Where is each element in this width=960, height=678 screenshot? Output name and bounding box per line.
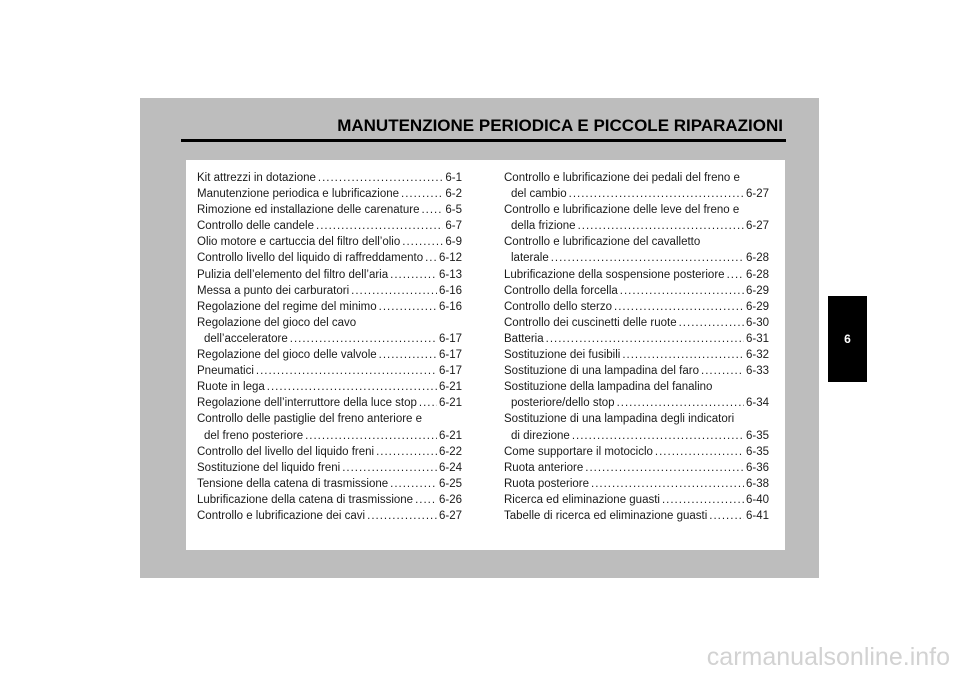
dot-leader	[351, 283, 437, 299]
dot-leader	[585, 460, 744, 476]
toc-page-number: 6-32	[745, 349, 769, 362]
toc-entry[interactable]	[197, 170, 462, 186]
toc-entry-line	[504, 315, 769, 331]
toc-entry-line	[197, 476, 462, 492]
toc-entry-line	[197, 444, 462, 460]
toc-entry-text: laterale	[511, 252, 549, 265]
toc-entry[interactable]	[504, 492, 769, 508]
dot-leader	[578, 218, 744, 234]
toc-entry-text: di direzione	[511, 429, 570, 442]
toc-entry[interactable]	[197, 395, 462, 411]
toc-page-number: 6-24	[438, 461, 462, 474]
toc-entry-text: Controllo e lubrificazione delle leve del freno e	[504, 204, 740, 217]
toc-entry-line	[197, 363, 462, 379]
toc-left-column	[197, 170, 462, 524]
toc-entry[interactable]	[504, 202, 769, 234]
toc-entry-text: del freno posteriore	[204, 429, 304, 442]
toc-entry-line	[504, 299, 769, 315]
dot-leader	[342, 460, 437, 476]
dot-leader	[290, 331, 437, 347]
toc-entry-text: Manutenzione periodica e lubrificazione	[197, 188, 400, 201]
toc-entry-line	[197, 508, 462, 524]
toc-entry-text: Sostituzione della lampadina del fanalino	[504, 381, 713, 394]
dot-leader	[614, 299, 744, 315]
toc-entry[interactable]	[197, 267, 462, 283]
toc-page-number: 6-7	[445, 220, 462, 233]
toc-page-number: 6-13	[438, 268, 462, 281]
toc-page-number: 6-36	[745, 461, 769, 474]
toc-entry-text: Ricerca ed eliminazione guasti	[504, 493, 660, 506]
toc-entry-text: Regolazione del gioco delle valvole	[197, 349, 377, 362]
toc-entry-text: Controllo delle candele	[197, 220, 314, 233]
toc-entry-line	[197, 460, 462, 476]
dot-leader	[727, 267, 744, 283]
toc-entry-line	[197, 267, 462, 283]
toc-entry-line	[504, 283, 769, 299]
toc-entry[interactable]	[504, 267, 769, 283]
toc-entry-line	[197, 170, 462, 186]
dot-leader	[620, 283, 744, 299]
toc-entry-text: Pneumatici	[197, 365, 254, 378]
toc-entry[interactable]	[197, 379, 462, 395]
toc-entry-text: Sostituzione di una lampadina degli indicatori	[504, 413, 735, 426]
toc-page-number: 6-9	[445, 236, 462, 249]
dot-leader	[419, 395, 437, 411]
toc-entry[interactable]	[197, 347, 462, 363]
toc-entry[interactable]	[504, 363, 769, 379]
toc-entry-line	[504, 379, 769, 395]
dot-leader	[617, 395, 744, 411]
toc-entry-line	[197, 202, 462, 218]
toc-page-number: 6-1	[445, 172, 462, 184]
toc-entry-line	[504, 428, 769, 444]
toc-entry-text: Regolazione del gioco del cavo	[197, 316, 357, 329]
toc-entry-line	[197, 299, 462, 315]
toc-entry-text: della frizione	[511, 220, 576, 233]
chapter-tab[interactable]: 6	[828, 296, 867, 382]
toc-entry-text: Controllo dello sterzo	[504, 300, 613, 313]
toc-entry[interactable]	[197, 492, 462, 508]
dot-leader	[390, 267, 437, 283]
toc-page-number: 6-38	[745, 477, 769, 490]
dot-leader	[367, 508, 437, 524]
toc-entry-text: Controllo livello del liquido di raffreddamento	[197, 252, 424, 265]
toc-page-number: 6-34	[745, 397, 769, 410]
toc-entry-line	[197, 331, 462, 347]
toc-page-number: 6-17	[438, 365, 462, 378]
toc-entry-line	[504, 460, 769, 476]
dot-leader	[662, 492, 744, 508]
toc-page-number: 6-26	[438, 493, 462, 506]
toc-entry[interactable]	[197, 315, 462, 347]
toc-entry-line	[504, 411, 769, 427]
toc-entry-line	[197, 315, 462, 331]
toc-entry-line	[197, 283, 462, 299]
toc-entry-text: Controllo del livello del liquido freni	[197, 445, 375, 458]
toc-page-number: 6-40	[745, 493, 769, 506]
toc-entry[interactable]	[197, 476, 462, 492]
toc-page-number: 6-41	[745, 509, 769, 522]
toc-entry[interactable]	[504, 508, 769, 524]
toc-entry[interactable]	[504, 411, 769, 443]
toc-entry[interactable]	[197, 250, 462, 266]
dot-leader	[318, 170, 443, 186]
toc-entry-line	[197, 428, 462, 444]
toc-entry[interactable]	[504, 347, 769, 363]
toc-entry-line	[504, 395, 769, 411]
toc-page-number: 6-27	[745, 188, 769, 201]
toc-entry-line	[504, 234, 769, 250]
toc-entry-text: Controllo della forcella	[504, 284, 618, 297]
toc-entry[interactable]	[197, 411, 462, 443]
toc-entry-text: Sostituzione del liquido freni	[197, 461, 341, 474]
toc-entry-text: Ruota posteriore	[504, 477, 590, 490]
toc-entry[interactable]	[197, 299, 462, 315]
toc-entry-text: Kit attrezzi in dotazione	[197, 172, 316, 184]
watermark: carmanualsonline.info	[706, 643, 950, 671]
toc-entry-line	[504, 250, 769, 266]
toc-page-number: 6-35	[745, 429, 769, 442]
toc-entry[interactable]	[197, 508, 462, 524]
toc-entry-line	[504, 170, 769, 186]
toc-entry[interactable]	[197, 444, 462, 460]
toc-page-number: 6-22	[438, 445, 462, 458]
toc-entry-text: posteriore/dello stop	[511, 397, 615, 410]
toc-entry-text: Olio motore e cartuccia del filtro dell’olio	[197, 236, 401, 249]
toc-entry-text: Controllo delle pastiglie del freno anteriore e	[197, 413, 423, 426]
toc-page-number: 6-30	[745, 316, 769, 329]
toc-page-number: 6-27	[438, 509, 462, 522]
toc-entry-line	[197, 395, 462, 411]
toc-page-number: 6-17	[438, 349, 462, 362]
dot-leader	[379, 347, 437, 363]
dot-leader	[572, 428, 744, 444]
dot-leader	[316, 218, 443, 234]
dot-leader	[709, 508, 744, 524]
toc-entry-text: Ruota anteriore	[504, 461, 584, 474]
toc-entry-line	[197, 250, 462, 266]
toc-entry-text: Batteria	[504, 332, 544, 345]
toc-entry[interactable]	[504, 299, 769, 315]
toc-entry[interactable]	[197, 283, 462, 299]
toc-entry[interactable]	[197, 234, 462, 250]
toc-entry[interactable]	[504, 379, 769, 411]
dot-leader	[267, 379, 437, 395]
toc-entry-line	[504, 331, 769, 347]
toc-entry[interactable]	[197, 186, 462, 202]
dot-leader	[591, 476, 744, 492]
toc-entry-text: Pulizia dell’elemento del filtro dell’aria	[197, 268, 389, 281]
toc-entry[interactable]	[504, 283, 769, 299]
toc-entry-line	[197, 347, 462, 363]
toc-entry-line	[197, 411, 462, 427]
toc-entry-text: Sostituzione di una lampadina del faro	[504, 365, 699, 378]
dot-leader	[402, 234, 443, 250]
dot-leader	[376, 444, 437, 460]
toc-page-number: 6-33	[745, 365, 769, 378]
toc-entry[interactable]	[504, 444, 769, 460]
toc-entry-text: Sostituzione dei fusibili	[504, 349, 621, 362]
toc-page-number: 6-21	[438, 429, 462, 442]
dot-leader	[679, 315, 744, 331]
toc-page-number: 6-5	[445, 204, 462, 217]
toc-entry-line	[504, 508, 769, 524]
toc-page-number: 6-27	[745, 220, 769, 233]
dot-leader	[546, 331, 744, 347]
toc-entry-line	[504, 202, 769, 218]
toc-entry-text: Messa a punto dei carburatori	[197, 284, 350, 297]
toc-entry[interactable]	[197, 202, 462, 218]
title-rule	[181, 139, 786, 142]
toc-entry-text: Lubrificazione della catena di trasmissione	[197, 493, 414, 506]
toc-page-number: 6-25	[438, 477, 462, 490]
dot-leader	[569, 186, 744, 202]
dot-leader	[551, 250, 744, 266]
toc-page-number: 6-28	[745, 252, 769, 265]
toc-entry-text: Come supportare il motociclo	[504, 445, 653, 458]
toc-entry-line	[197, 218, 462, 234]
toc-page-number: 6-16	[438, 284, 462, 297]
dot-leader	[425, 250, 437, 266]
toc-entry-text: Controllo e lubrificazione dei pedali del freno e	[504, 172, 740, 184]
toc-entry-text: Tabelle di ricerca ed eliminazione guasti	[504, 509, 708, 522]
toc-entry-line	[504, 363, 769, 379]
dot-leader	[622, 347, 744, 363]
toc-entry-text: Controllo dei cuscinetti delle ruote	[504, 316, 677, 329]
toc-entry-line	[504, 444, 769, 460]
toc-entry[interactable]	[197, 218, 462, 234]
dot-leader	[421, 202, 443, 218]
toc-entry-text: del cambio	[511, 188, 567, 201]
toc-entry[interactable]	[504, 331, 769, 347]
toc-entry-line	[197, 379, 462, 395]
toc-entry[interactable]	[504, 460, 769, 476]
toc-entry-text: Controllo e lubrificazione del cavalletto	[504, 236, 701, 249]
toc-entry-line	[197, 234, 462, 250]
toc-entry-line	[504, 492, 769, 508]
toc-entry-line	[504, 218, 769, 234]
dot-leader	[256, 363, 437, 379]
toc-entry-text: Rimozione ed installazione delle carenature	[197, 204, 420, 217]
toc-page-number: 6-16	[438, 300, 462, 313]
toc-entry-line	[504, 476, 769, 492]
dot-leader	[305, 428, 437, 444]
toc-entry-text: Tensione della catena di trasmissione	[197, 477, 389, 490]
toc-entry[interactable]	[197, 460, 462, 476]
toc-page-number: 6-12	[438, 252, 462, 265]
toc-entry-text: Controllo e lubrificazione dei cavi	[197, 509, 366, 522]
toc-page-number: 6-35	[745, 445, 769, 458]
toc-entry-text: Ruote in lega	[197, 381, 265, 394]
toc-entry-line	[197, 186, 462, 202]
toc-entry[interactable]	[504, 476, 769, 492]
toc-entry[interactable]	[504, 170, 769, 202]
toc-entry[interactable]	[504, 234, 769, 266]
toc-page-number: 6-31	[745, 332, 769, 345]
dot-leader	[415, 492, 437, 508]
dot-leader	[390, 476, 437, 492]
toc-entry-line	[504, 186, 769, 202]
chapter-title: MANUTENZIONE PERIODICA E PICCOLE RIPARAZIONI	[337, 116, 783, 135]
toc-entry-text: Regolazione del regime del minimo	[197, 300, 377, 313]
toc-page-number: 6-17	[438, 332, 462, 345]
toc-page-number: 6-21	[438, 381, 462, 394]
toc-entry-text: Lubrificazione della sospensione posteriore	[504, 268, 725, 281]
dot-leader	[701, 363, 744, 379]
toc-page-number: 6-29	[745, 284, 769, 297]
toc-right-column	[504, 170, 769, 524]
dot-leader	[379, 299, 437, 315]
toc-entry-line	[197, 492, 462, 508]
toc-entry-line	[504, 347, 769, 363]
toc-page-number: 6-2	[445, 188, 462, 201]
toc-page-number: 6-29	[745, 300, 769, 313]
toc-page-number: 6-28	[745, 268, 769, 281]
toc-page-number: 6-21	[438, 397, 462, 410]
toc-entry-text: dell’acceleratore	[204, 332, 288, 345]
toc-entry-text: Regolazione dell’interruttore della luce stop	[197, 397, 417, 410]
dot-leader	[401, 186, 443, 202]
toc-entry[interactable]	[504, 315, 769, 331]
toc-entry-line	[504, 267, 769, 283]
dot-leader	[655, 444, 744, 460]
toc-entry[interactable]	[197, 363, 462, 379]
